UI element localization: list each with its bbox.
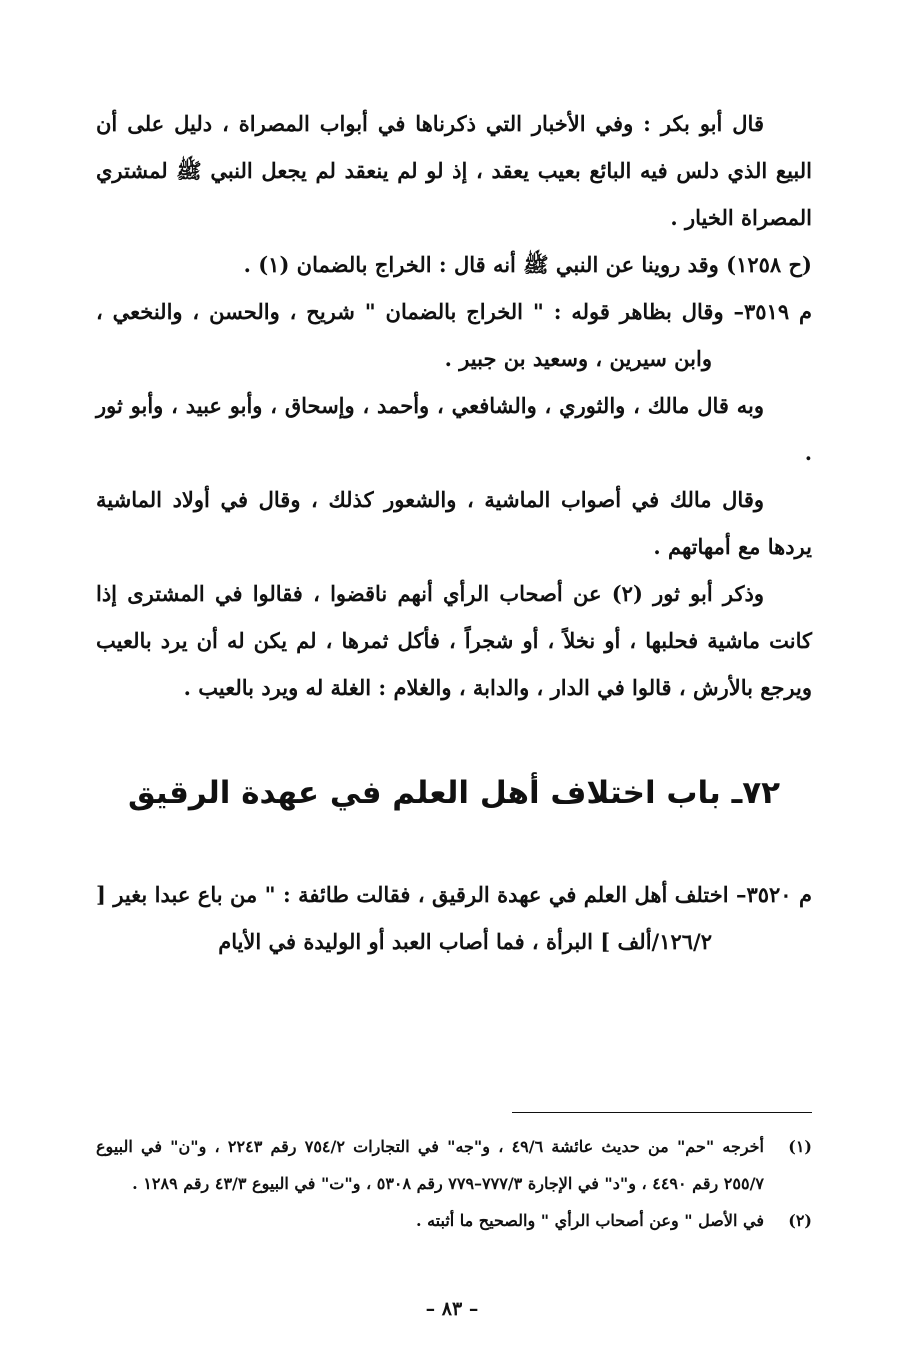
paragraph-hadith-1258 xyxy=(96,241,812,288)
paragraph-scholars xyxy=(96,382,812,476)
paragraph-lead: م ٣٥٢٠– xyxy=(735,882,812,907)
paragraph-text: وفي الأخبار التي ذكرناها في أبواب المصراة ، دليل على أن البيع الذي دلس فيه البائع بعيب يعقد ، إذ لو لم ينعقد لم يجعل النبي ﷺ لمشتري المصراة الخيار . xyxy=(96,111,812,230)
chapter-heading: ٧٢ـ باب اختلاف أهل العلم في عهدة الرقيق xyxy=(127,775,781,811)
paragraph-abu-bakr xyxy=(96,100,812,241)
paragraph-malik xyxy=(96,476,812,570)
footnote-divider xyxy=(512,1112,812,1113)
paragraph-lead: قال أبو بكر : xyxy=(643,111,764,136)
paragraph-lead: م ٣٥١٩– xyxy=(733,299,812,324)
paragraph-text: وبه قال مالك ، والثوري ، والشافعي ، وأحمد ، وإسحاق ، وأبو عبيد ، وأبو ثور . xyxy=(96,393,812,465)
footnote-text: أخرجه "حم" من حديث عائشة ٤٩/٦ ، و"جه" في التجارات ٧٥٤/٢ رقم ٢٢٤٣ ، و"ن" في البيوع ٢٥٥/٧ رقم ٤٤٩٠ ، و"د" في الإجارة ٧٧٧/٣–٧٧٩ رقم ٥٣٠٨ ، و"ت" في البيوع ٤٣/٣ رقم ١٢٨٩ . xyxy=(96,1137,765,1193)
footnote-text: في الأصل " وعن أصحاب الرأي " والصحيح ما أثبته . xyxy=(415,1211,764,1230)
paragraph-text: (ح ١٢٥٨) وقد روينا عن النبي ﷺ أنه قال : الخراج بالضمان (١) . xyxy=(243,252,812,277)
page-body xyxy=(96,100,812,965)
footnote-number: (١) xyxy=(788,1137,812,1156)
main-text xyxy=(96,100,812,965)
footnote-1 xyxy=(96,1128,812,1202)
footnote-2 xyxy=(96,1202,812,1239)
page-number: – ٨٣ – xyxy=(425,1298,479,1320)
paragraph-masala-3520 xyxy=(96,871,812,965)
paragraph-text: وذكر أبو ثور (٢) عن أصحاب الرأي أنهم ناقضوا ، فقالوا في المشترى إذا كانت ماشية فحلبها ، أو نخلاً ، أو شجراً ، فأكل ثمرها ، لم يكن له أن يرد بالعيب ويرجع بالأرش ، قالوا في الدار ، والدابة ، والغلام : الغلة له ويرد بالعيب . xyxy=(96,581,812,700)
paragraph-text: وقال مالك في أصواب الماشية ، والشعور كذلك ، وقال في أولاد الماشية يردها مع أمهاتهم . xyxy=(96,487,812,559)
paragraph-masala-3519 xyxy=(96,288,812,382)
footnote-number: (٢) xyxy=(788,1211,812,1230)
paragraph-abu-thawr xyxy=(96,570,812,711)
footnotes xyxy=(96,1128,812,1239)
paragraph-text: اختلف أهل العلم في عهدة الرقيق ، فقالت طائفة : " من باع عبدا بغير [ ١٢٦/٢/ألف ] البرأة ، فما أصاب العبد أو الوليدة في الأيام xyxy=(96,882,736,954)
paragraph-text: وقال بظاهر قوله : " الخراج بالضمان " شريح ، والحسن ، والنخعي ، وابن سيرين ، وسعيد بن جبير . xyxy=(96,299,734,371)
